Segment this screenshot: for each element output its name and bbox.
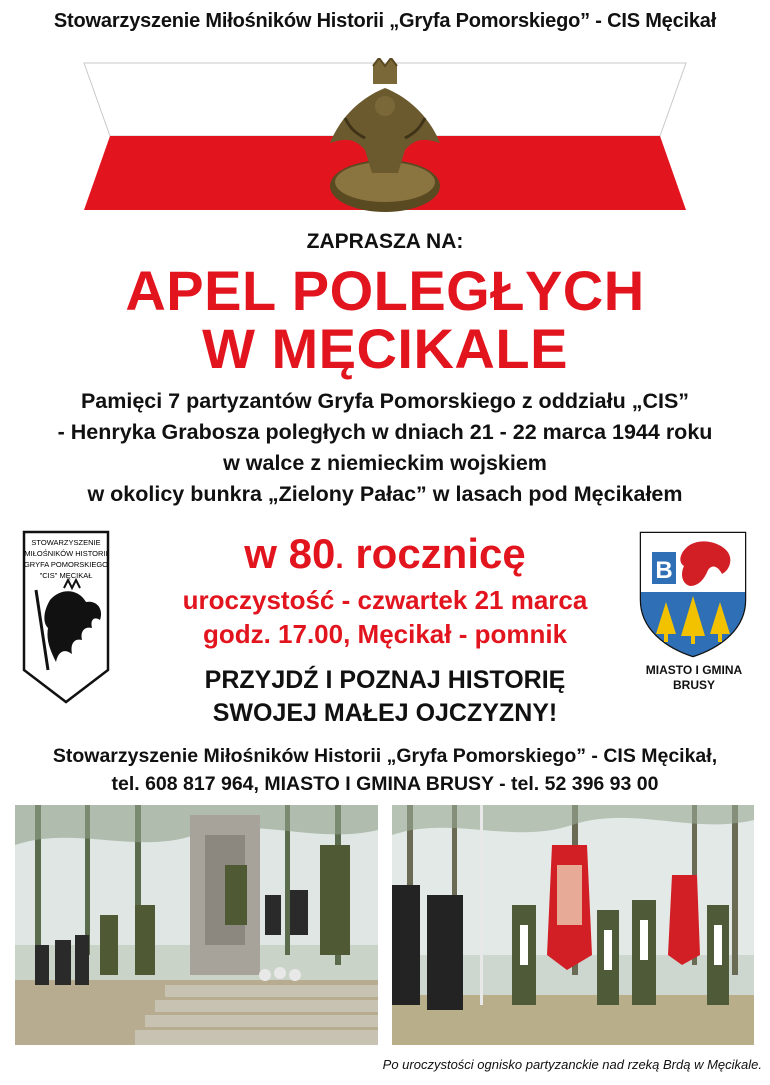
event-title-line-2: W MĘCIKALE [202, 317, 568, 380]
letter-b-icon [652, 552, 676, 584]
contact-line: tel. 608 817 964, MIASTO I GMINA BRUSY - tel. 52 396 93 00 [111, 773, 659, 795]
event-description [0, 386, 770, 510]
brusy-coat-of-arms [638, 530, 748, 658]
logo-text-line: "CIS" MĘCIKAŁ [39, 571, 93, 580]
cta-line: SWOJEJ MAŁEJ OJCZYZNY! [212, 699, 558, 727]
anniversary-word: rocznicę [343, 530, 526, 577]
footer-note: Po uroczystości ognisko partyzanckie nad rzeką Brdą w Męcikale. [382, 1057, 762, 1072]
anniversary-headline [120, 530, 650, 583]
logo-text-line: GRYFA POMORSKIEGO [23, 560, 109, 569]
event-title-line-1: APEL POLEGŁYCH [125, 259, 645, 322]
invite-intro: ZAPRASZA NA: [306, 230, 464, 253]
description-line: - Henryka Grabosza poległych w dniach 21 - 22 marca 1944 roku [57, 420, 713, 444]
organizer-header: Stowarzyszenie Miłośników Historii „Gryfa Pomorskiego” - CIS Męcikał [53, 10, 717, 32]
anniversary-number: w 80 [244, 530, 336, 577]
caption-line: MIASTO I GMINA [645, 663, 743, 677]
contact-info [0, 742, 770, 798]
event-time-place: godz. 17.00, Męcikał - pomnik [202, 619, 568, 649]
photo-honor-guard [392, 805, 754, 1045]
call-to-action [0, 664, 770, 730]
caption-line: BRUSY [672, 678, 715, 692]
description-line: w walce z niemieckim wojskiem [223, 451, 547, 475]
cta-line: PRZYJDŹ I POZNAJ HISTORIĘ [204, 666, 566, 694]
description-line: Pamięci 7 partyzantów Gryfa Pomorskiego z oddziału „CIS” [80, 389, 690, 413]
anniversary-dot: . [335, 542, 344, 575]
event-date: uroczystość - czwartek 21 marca [182, 585, 588, 615]
logo-text-line: MIŁOŚNIKÓW HISTORII [24, 549, 108, 558]
svg-text:B: B [655, 557, 673, 584]
description-line: w okolicy bunkra „Zielony Pałac” w lasach pod Męcikałem [87, 482, 683, 506]
anniversary-block [120, 530, 650, 651]
contact-line: Stowarzyszenie Miłośników Historii „Gryfa Pomorskiego” - CIS Męcikał, [52, 745, 718, 767]
photo-ceremony-monument [15, 805, 378, 1045]
polish-flag-banner [0, 58, 770, 218]
logo-text-line: STOWARZYSZENIE [31, 538, 101, 547]
